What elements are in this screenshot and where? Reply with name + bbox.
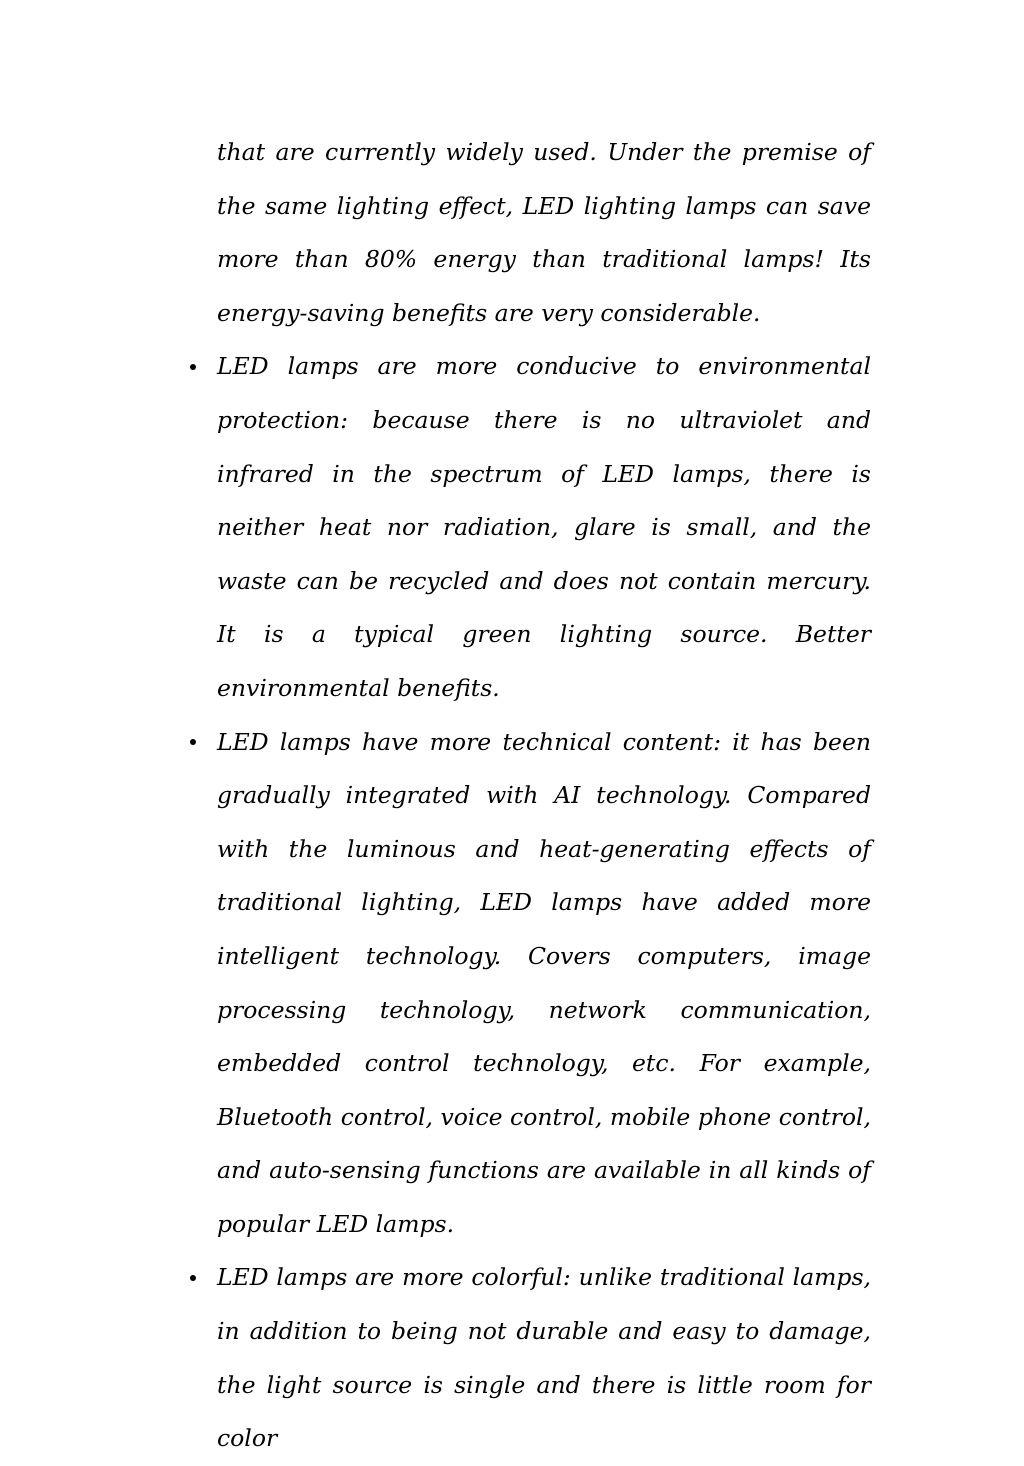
list-item xyxy=(217,716,871,1252)
continuation-paragraph: that are currently widely used. Under the premise of the same lighting effect, LED lighting lamps can save more than 80% energy than traditional lamps! Its energy-saving benefits are very considerable. xyxy=(217,138,871,327)
list-item xyxy=(217,1251,871,1465)
list-item xyxy=(217,340,871,715)
list-item-text: LED lamps have more technical content: it has been gradually integrated with AI technology. Compared with the luminous and heat-generating effects of traditional lighting, LED lamps have added more intelligent technology. Covers computers, image processing technology, network communication, embedded control technology, etc. For example, Bluetooth control, voice control, mobile phone control, and auto-sensing functions are available in all kinds of popular LED lamps. xyxy=(217,727,871,1238)
list-item-text: LED lamps are more conducive to environmental protection: because there is no ultraviolet and infrared in the spectrum of LED lamps, there is neither heat nor radiation, glare is small, and the waste can be recycled and does not contain mercury. It is a typical green lighting source. Better environmental benefits. xyxy=(217,352,871,702)
bullet-icon xyxy=(189,716,197,770)
bullet-icon xyxy=(189,1251,197,1305)
bullet-icon xyxy=(189,340,197,394)
document-body xyxy=(217,126,871,1466)
list-item-text: LED lamps are more colorful: unlike traditional lamps, in addition to being not durable and easy to damage, the light source is single and there is little room for color xyxy=(217,1263,871,1453)
